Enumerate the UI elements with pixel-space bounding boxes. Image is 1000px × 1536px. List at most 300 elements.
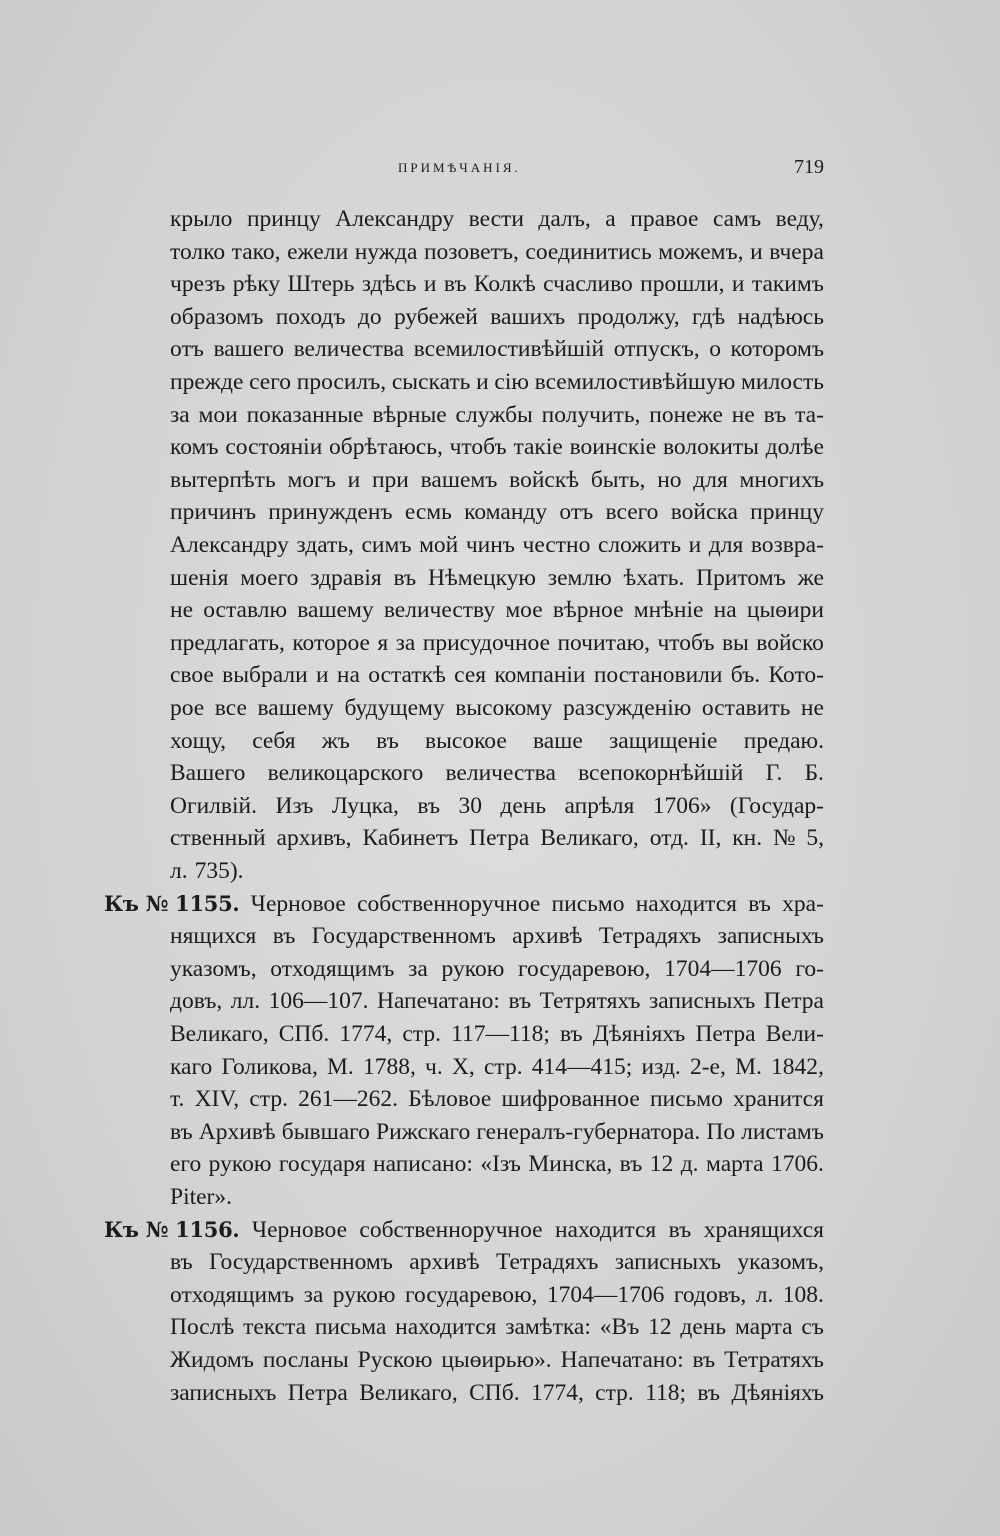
word: причинъ (170, 499, 257, 526)
word: войска (670, 499, 738, 526)
word: Б. (804, 760, 824, 787)
word: ственный (170, 825, 266, 852)
word: величества (293, 336, 405, 363)
word: въ (376, 727, 399, 754)
word: мнѣніе (633, 597, 704, 624)
word: архивѣ (409, 1249, 480, 1276)
word: постановили (593, 662, 723, 689)
word: вашихъ (490, 303, 566, 330)
word: стр. (249, 1086, 288, 1113)
word: собственноручное (357, 890, 541, 917)
running-head (160, 156, 824, 184)
word: быть, (590, 466, 646, 493)
text-line (170, 203, 824, 235)
word: въ (393, 564, 417, 591)
word: землю (547, 564, 612, 591)
word: съ (801, 1314, 824, 1341)
text-line (170, 529, 824, 561)
word: не (170, 597, 194, 624)
word: СПб. (278, 1021, 330, 1047)
word: Великаго, (540, 825, 639, 852)
word: Минска, (528, 1151, 613, 1178)
word: воинскіе (569, 434, 657, 461)
word: II, (699, 825, 722, 852)
word: 117—118; (451, 1021, 550, 1047)
text-line (170, 920, 824, 952)
word: посланы (262, 1347, 349, 1373)
word: 735). (194, 858, 244, 884)
word: все (214, 695, 247, 721)
word: Послѣ (170, 1314, 235, 1341)
word: «Ізъ (480, 1151, 521, 1178)
word: д. (680, 1151, 699, 1178)
word: Жидомъ (170, 1347, 254, 1373)
word: Вашего (170, 760, 246, 787)
word: л. (170, 858, 188, 884)
word: архивѣ (512, 923, 583, 950)
word: вашему (257, 695, 334, 721)
word: принужденъ (268, 499, 393, 526)
word: Александру (170, 532, 289, 558)
note-heading-line (104, 1214, 824, 1246)
word: а (605, 206, 616, 232)
word: разсужденію (563, 695, 692, 721)
word: цыөирью». (441, 1347, 552, 1373)
word: 1704—1706 (664, 955, 782, 982)
word: собственноручное (359, 1216, 543, 1243)
word: самъ (712, 206, 762, 232)
word: есмь (404, 499, 452, 526)
word: остаткѣ (368, 662, 446, 689)
word: Рускою (357, 1347, 433, 1373)
text-line (170, 692, 824, 724)
word: высокое (425, 727, 507, 754)
word: находится (395, 1314, 497, 1341)
word: сію (494, 369, 529, 395)
word: защищеніе (609, 727, 718, 754)
word: Великаго, (170, 1021, 269, 1047)
word: обрѣтаюсь, (329, 434, 443, 461)
word: вашему (297, 597, 374, 624)
word: X, (451, 1053, 475, 1080)
word: Piter». (170, 1184, 233, 1210)
word: при (371, 466, 409, 493)
text-line (170, 1116, 824, 1148)
word: вы (721, 629, 749, 656)
word: Изъ (275, 792, 314, 819)
text-line (170, 1083, 824, 1115)
word: ч. (425, 1053, 443, 1080)
word: 414—415; (531, 1053, 633, 1080)
word: 30 (458, 792, 482, 819)
word: въ (508, 988, 532, 1015)
word: годовъ, (673, 1281, 747, 1308)
word: величества (445, 760, 556, 787)
word: войско (756, 629, 824, 656)
text-line (170, 953, 824, 985)
word: 261—262. (298, 1086, 399, 1113)
word: въ (763, 401, 787, 428)
word: высокому (455, 695, 553, 721)
word: чрезъ (170, 271, 226, 298)
word: Государственномъ (209, 1249, 393, 1276)
word: 1774, (339, 1021, 393, 1047)
word: прошли, (640, 271, 725, 298)
word: и (316, 662, 329, 689)
note-reference: Къ № 1156. (104, 1216, 240, 1242)
word: 5, (806, 825, 824, 852)
word: состояніи (225, 434, 323, 461)
word: въ (748, 890, 771, 917)
word: счасливо (543, 271, 633, 298)
word: въ (443, 271, 467, 298)
word: величеству (383, 597, 496, 624)
word: отходящимъ (170, 1281, 295, 1308)
word: рубежей (393, 303, 478, 330)
word: въ (170, 1118, 193, 1145)
word: могъ (287, 466, 336, 493)
text-line (170, 627, 824, 659)
word: СПб. (469, 1379, 520, 1406)
word: гдѣ (691, 303, 726, 330)
word: записныхъ (717, 923, 824, 950)
text-line (170, 366, 824, 398)
word: Нѣмецкую (427, 564, 536, 591)
word: здравія (310, 564, 382, 591)
word: симъ (361, 532, 412, 558)
word: 1704—1706 (546, 1281, 665, 1308)
word: за (395, 629, 416, 656)
word: М. (735, 1053, 762, 1080)
word: Петра (695, 1021, 756, 1047)
word: вытерпѣть (170, 466, 276, 493)
word: стр. (483, 1053, 523, 1080)
text-line (170, 399, 824, 431)
word: въ (417, 792, 441, 819)
word: сыскать (391, 369, 471, 395)
word: записныхъ (614, 1249, 722, 1276)
word: Огилвій. (170, 792, 257, 819)
word: нужда (354, 238, 418, 265)
word: крыло (170, 206, 233, 232)
word: чтобъ (449, 434, 507, 461)
word: текста (243, 1314, 307, 1341)
word: въ (272, 923, 296, 950)
word: стр. (402, 1021, 441, 1047)
word: и (731, 271, 745, 298)
word: здѣсь (361, 271, 417, 298)
word: которое (292, 629, 370, 656)
word: компаніи (494, 662, 586, 689)
word: Вели- (765, 1021, 824, 1047)
word: Рижскаго (376, 1118, 471, 1145)
word: Дѣяніяхъ (731, 1379, 824, 1406)
word: всего (605, 499, 659, 526)
word: Притомъ (696, 564, 786, 591)
word: Петра (763, 988, 824, 1015)
word: Архивѣ (198, 1118, 276, 1145)
word: хранится (733, 1086, 824, 1113)
text-line (170, 855, 824, 887)
word: я (377, 629, 389, 656)
word: за (303, 1281, 324, 1308)
word: шифрованное (501, 1086, 640, 1113)
word: и (750, 238, 763, 265)
word: оставлю (203, 597, 288, 624)
word: мой (419, 532, 459, 558)
word: апрѣля (564, 792, 635, 819)
word: рукою (332, 1281, 396, 1308)
word: отъ (170, 336, 204, 363)
word: Черновое (250, 890, 346, 917)
word: и (423, 271, 437, 298)
word: долѣе (765, 434, 824, 461)
word: 1706. (771, 1151, 824, 1178)
word: для (708, 532, 744, 558)
word: 12 (648, 1314, 672, 1341)
word: день (680, 1314, 727, 1341)
text-line (170, 1279, 824, 1311)
word: бывшаго (281, 1118, 370, 1145)
word: моего (240, 564, 299, 591)
word: Голикова, (221, 1053, 318, 1080)
word: на (713, 597, 737, 624)
text-line (170, 236, 824, 268)
word: указомъ, (170, 955, 257, 982)
text-line (170, 725, 824, 757)
word: честно (522, 532, 591, 558)
word: чтобъ (657, 629, 715, 656)
word: отъ (559, 499, 594, 526)
word: принцу (246, 206, 321, 232)
word: го- (795, 955, 824, 982)
word: 108. (782, 1281, 824, 1308)
word: «Въ (599, 1314, 640, 1341)
word: же (797, 564, 824, 591)
word: указомъ, (737, 1249, 824, 1276)
word: цыөири (746, 597, 824, 624)
word: Бѣловое (408, 1086, 492, 1113)
word: написано: (373, 1151, 473, 1178)
word: Г. (765, 760, 783, 787)
word: т. (170, 1086, 185, 1113)
word: свое (170, 662, 214, 689)
word: за (170, 401, 190, 428)
word: не (800, 695, 824, 721)
word: выбрали (222, 662, 308, 689)
word: принцу (750, 499, 824, 526)
word: команду (464, 499, 548, 526)
text-line (170, 822, 824, 854)
word: надѣюсь (737, 303, 824, 330)
word: его (170, 1151, 202, 1178)
word: листамъ (741, 1118, 824, 1145)
word: оставить (701, 695, 791, 721)
word: о (709, 336, 721, 363)
word: вѣрные (372, 401, 447, 428)
word: вашемъ (420, 466, 498, 493)
word: рое (170, 695, 205, 721)
word: образомъ (170, 303, 264, 330)
word: за (408, 955, 428, 982)
word: предаю. (743, 727, 824, 754)
word: находится (554, 1216, 657, 1243)
word: Черновое (251, 1216, 347, 1243)
word: 1842, (771, 1053, 824, 1080)
word: шенія (170, 564, 229, 591)
word: на (336, 662, 360, 689)
word: письмо (649, 1086, 723, 1113)
text-line (170, 1377, 824, 1409)
word: находится (635, 890, 737, 917)
word: рѣку (232, 271, 281, 298)
word: просилъ, (296, 369, 387, 395)
word: можемъ, (658, 238, 744, 265)
text-line (170, 268, 824, 300)
word: Напечатано: (560, 1347, 684, 1373)
word: 12 (649, 1151, 674, 1178)
word: такіе (513, 434, 563, 461)
word: № (773, 825, 796, 852)
text-line (170, 1148, 824, 1180)
word: нящихся (170, 923, 257, 950)
word: далъ, (538, 206, 591, 232)
text-line (170, 594, 824, 626)
word: письмо (551, 890, 625, 917)
word: Государственномъ (311, 923, 496, 950)
word: стр. (595, 1379, 634, 1406)
word: архивъ, (276, 825, 352, 852)
text-line (170, 659, 824, 691)
word: вашего (213, 336, 284, 363)
text-line (170, 1311, 824, 1343)
word: По (706, 1118, 736, 1145)
word: такимъ (751, 271, 824, 298)
word: предлагать, (170, 629, 285, 656)
word: вѣрное (552, 597, 624, 624)
text-line (170, 562, 824, 594)
word: вчера (769, 238, 824, 265)
word: отпускъ, (613, 336, 700, 363)
word: сея (454, 662, 487, 689)
word: 1788, (362, 1053, 416, 1080)
word: 1774, (530, 1379, 584, 1406)
word: жъ (321, 727, 350, 754)
word: 1706» (652, 792, 712, 819)
word: Великаго, (359, 1379, 458, 1406)
word: мое (505, 597, 543, 624)
word: государевою, (517, 955, 651, 982)
word: получить, (541, 401, 641, 428)
word: мои (198, 401, 238, 428)
word: Петра (469, 825, 530, 852)
word: милость (741, 369, 824, 395)
word: М. (327, 1053, 354, 1080)
word: каго (170, 1053, 213, 1080)
text-line (170, 333, 824, 365)
word: государевою, (404, 1281, 538, 1308)
word: походъ (275, 303, 346, 330)
word: XIV, (194, 1086, 240, 1113)
word: замѣтка: (505, 1314, 591, 1341)
word: Тетратяхъ (724, 1347, 824, 1373)
word: отд. (649, 825, 689, 852)
word: Тетрятяхъ (539, 988, 641, 1015)
running-head-title: ПРИМѢЧАНІЯ. (398, 160, 521, 175)
word: день (500, 792, 547, 819)
word: изд. (641, 1053, 681, 1080)
word: хранящихся (703, 1216, 824, 1243)
word: ѣхать. (623, 564, 685, 591)
word: генералъ-губернатора. (476, 1118, 701, 1145)
word: въ (668, 1216, 692, 1243)
word: волокиты (663, 434, 759, 461)
word: кн. (732, 825, 763, 852)
text-line (170, 790, 824, 822)
word: Колкѣ (473, 271, 536, 298)
word: Тетрадяхъ (495, 1249, 599, 1276)
word: хра- (782, 890, 824, 917)
word: до (357, 303, 382, 330)
word: 118; (645, 1379, 687, 1406)
word: Напечатано: (376, 988, 500, 1015)
word: не (731, 401, 755, 428)
word: Штерь (287, 271, 355, 298)
word: отходящимъ (270, 955, 395, 982)
word: марта (705, 1151, 764, 1178)
word: позоветъ, (423, 238, 519, 265)
word: та- (795, 401, 824, 428)
word: показанные (246, 401, 364, 428)
word: записныхъ (170, 1379, 277, 1406)
word: прежде (170, 369, 244, 395)
word: тако, (231, 238, 281, 265)
word: для (693, 466, 728, 493)
word: всемилостивѣйшій (413, 336, 605, 363)
text-line (170, 1181, 824, 1213)
word: Петра (287, 1379, 348, 1406)
word: въ (170, 1249, 193, 1276)
word: въ (619, 1151, 643, 1178)
word: рукою (208, 1151, 272, 1178)
word: соединитись (525, 238, 652, 265)
word: всепокорнѣйшій (578, 760, 744, 787)
text-line (170, 496, 824, 528)
word: всемилостивѣйшую (534, 369, 736, 395)
word: будущему (344, 695, 445, 721)
word: почитаю, (557, 629, 650, 656)
word: письма (314, 1314, 387, 1341)
word: Луцка, (331, 792, 399, 819)
text-line (170, 1344, 824, 1376)
word: многихъ (739, 466, 824, 493)
word: бъ. (730, 662, 761, 689)
word: и (476, 369, 489, 395)
word: комъ (170, 434, 219, 461)
word: въ (692, 1347, 716, 1373)
word: правое (630, 206, 699, 232)
note-reference: Къ № 1155. (104, 890, 240, 916)
word: возвра- (750, 532, 824, 558)
word: здать, (296, 532, 354, 558)
word: 2-е, (689, 1053, 726, 1080)
word: себя (252, 727, 296, 754)
word: ваше (533, 727, 583, 754)
text-line (170, 464, 824, 496)
page-number: 719 (794, 156, 824, 178)
word: л. (755, 1281, 774, 1308)
word: службы (455, 401, 533, 428)
